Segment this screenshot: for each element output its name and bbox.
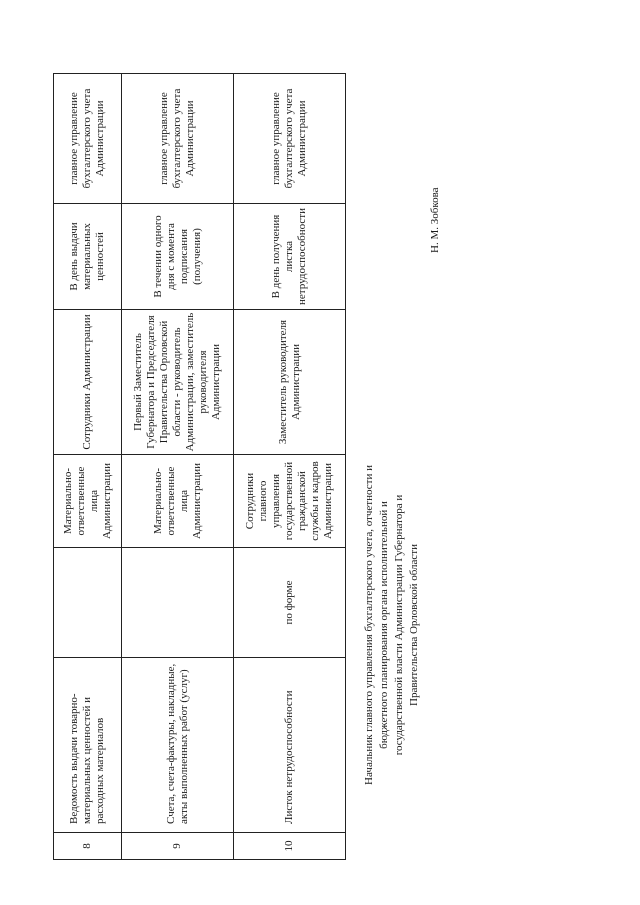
- recipient: главное управление бухгалтерского учета Администрации: [234, 74, 346, 204]
- deadline: В течении одного дня с момента подписания (получения): [122, 204, 234, 310]
- creator: Материально-ответственные лица Администрации: [122, 455, 234, 548]
- row-number: 8: [54, 833, 122, 860]
- document-form: по форме: [234, 548, 346, 658]
- row-number: 10: [234, 833, 346, 860]
- position-line: государственной власти Администрации Губернатора и: [393, 494, 405, 756]
- table-row: [54, 74, 122, 860]
- document-name: Листок нетрудоспособности: [234, 658, 346, 833]
- position-line: бюджетного планирования органа исполнительной и: [378, 501, 390, 749]
- document-form: [122, 548, 234, 658]
- signatory-name: Н. М. Зобкова: [429, 187, 441, 253]
- document-flow-table: [53, 73, 346, 860]
- creator: Сотрудники главного управления государственной гражданской службы и кадров Администрации: [234, 455, 346, 548]
- recipient: главное управление бухгалтерского учета Администрации: [122, 74, 234, 204]
- recipient: главное управление бухгалтерского учета Администрации: [54, 74, 122, 204]
- row-number: 9: [122, 833, 234, 860]
- deadline: В день выдачи материальных ценностей: [54, 204, 122, 310]
- document-name: Ведомость выдачи товарно-материальных ценностей и расходных материалов: [54, 658, 122, 833]
- document-name: Счета, счета-фактуры, накладные, акты выполненных работ (услуг): [122, 658, 234, 833]
- document-form: [54, 548, 122, 658]
- signer: Первый Заместитель Губернатора и Председателя Правительства Орловской области - руководитель Администрации, заместитель руководителя Администрации: [122, 310, 234, 455]
- deadline: В день получения листка нетрудоспособности: [234, 204, 346, 310]
- position-line: Начальник главного управления бухгалтерского учета, отчетности и: [363, 465, 375, 785]
- signatory-position: [362, 390, 422, 860]
- signer: Сотрудники Администрации: [54, 310, 122, 455]
- position-line: Правительства Орловской области: [408, 544, 420, 706]
- signer: Заместитель руководителя Администрации: [234, 310, 346, 455]
- creator: Материально-ответственные лица Администрации: [54, 455, 122, 548]
- table-row: [122, 74, 234, 860]
- table-row: [234, 74, 346, 860]
